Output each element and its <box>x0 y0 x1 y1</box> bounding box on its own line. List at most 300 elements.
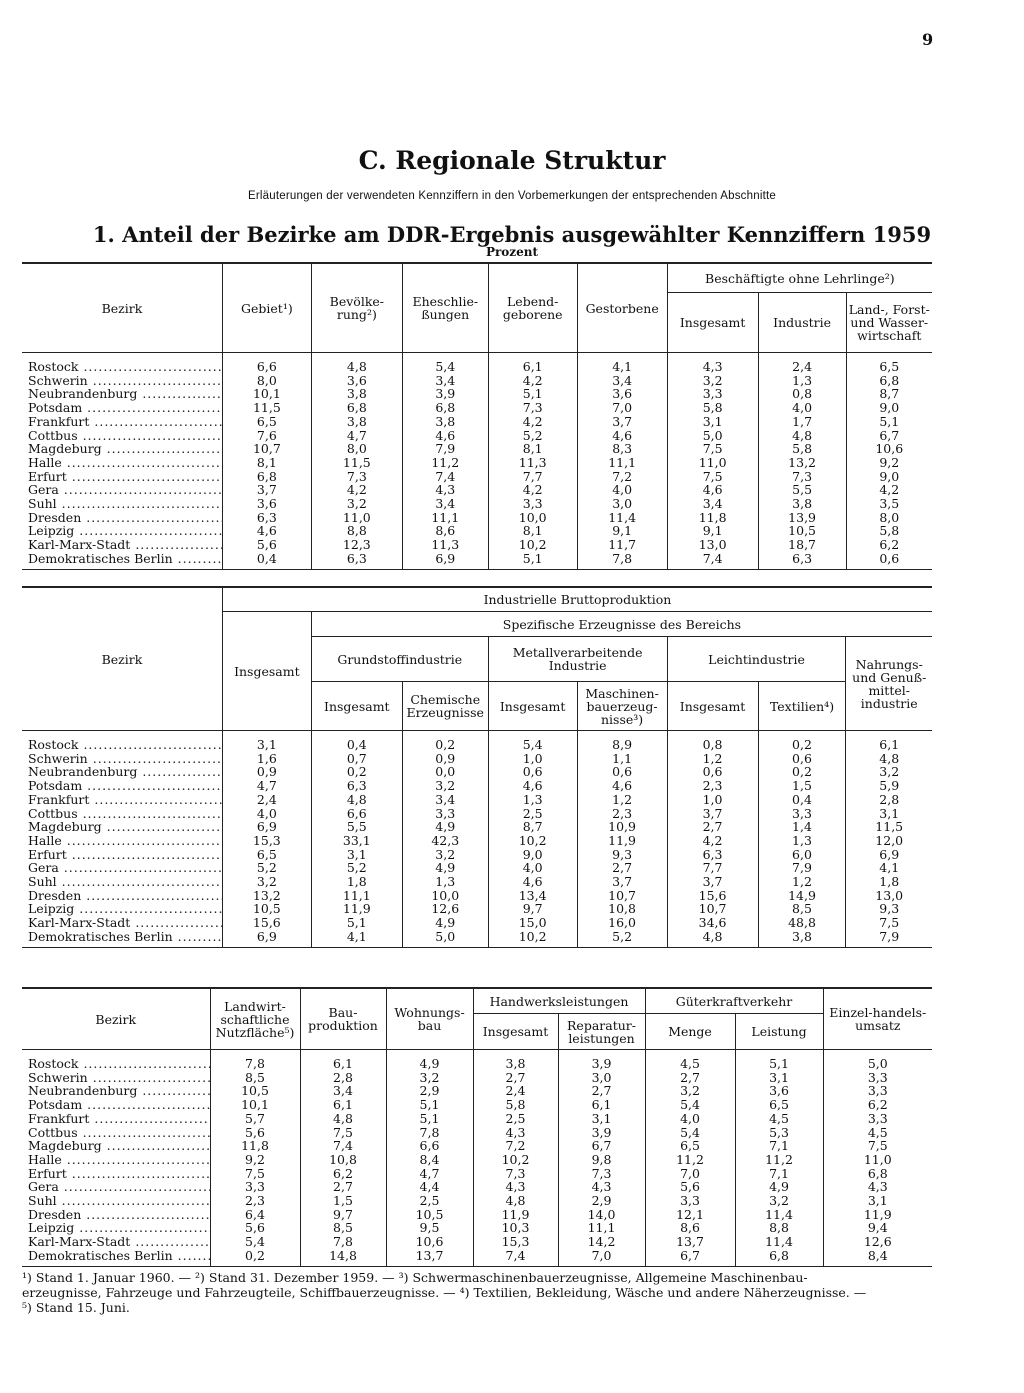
table-cell: 4,8 <box>300 1112 386 1126</box>
bezirk-name: Magdeburg ..... <box>22 820 222 834</box>
table-cell: 13,2 <box>758 456 846 470</box>
table-cell: 11,0 <box>823 1153 932 1167</box>
bezirk-name: Frankfurt ..... <box>22 1112 210 1126</box>
footnotes <box>22 1270 927 1315</box>
table-cell: 0,6 <box>846 552 932 569</box>
table-cell: 5,6 <box>210 1221 300 1235</box>
table-cell: 8,6 <box>402 524 488 538</box>
header-gueterkraftverkehr: Güterkraftverkehr <box>645 988 823 1014</box>
table-cell: 11,1 <box>558 1221 645 1235</box>
table-cell: 4,2 <box>846 483 932 497</box>
table-row <box>22 1071 932 1085</box>
table-cell: 0,6 <box>667 765 758 779</box>
table-cell: 2,7 <box>645 1071 735 1085</box>
table-cell: 2,5 <box>473 1112 558 1126</box>
table-cell: 3,9 <box>402 387 488 401</box>
table-cell: 15,0 <box>488 916 577 930</box>
table-cell: 7,7 <box>488 470 577 484</box>
table-cell: 13,2 <box>222 889 311 903</box>
table-cell: 1,7 <box>758 415 846 429</box>
table-cell: 9,0 <box>846 401 932 415</box>
table-cell: 2,7 <box>300 1180 386 1194</box>
table-cell: 0,2 <box>758 731 846 752</box>
header-maschinenbauerzeugnisse: Maschinen-bauerzeug-nisse³) <box>577 682 667 731</box>
table-cell: 2,7 <box>577 861 667 875</box>
table-cell: 7,9 <box>758 861 846 875</box>
bezirk-name: Potsdam ..... <box>22 1098 210 1112</box>
table-cell: 7,4 <box>473 1249 558 1266</box>
table-cell: 6,1 <box>300 1098 386 1112</box>
table-cell: 6,9 <box>402 552 488 569</box>
bezirk-name: Cottbus ..... <box>22 1126 210 1140</box>
table-cell: 4,2 <box>311 483 402 497</box>
bezirk-name: Schwerin ..... <box>22 1071 210 1085</box>
table-cell: 4,3 <box>667 353 758 374</box>
table-cell: 3,4 <box>402 374 488 388</box>
table-cell: 4,6 <box>222 524 311 538</box>
table-cell: 4,8 <box>846 752 932 766</box>
table-cell: 8,9 <box>577 731 667 752</box>
table-cell: 11,4 <box>577 511 667 525</box>
table-cell: 6,8 <box>222 470 311 484</box>
table-cell: 7,5 <box>210 1167 300 1181</box>
table-cell: 2,9 <box>558 1194 645 1208</box>
header-handwerksleistungen: Handwerksleistungen <box>473 988 645 1014</box>
bezirk-name: Dresden ..... <box>22 511 222 525</box>
table-cell: 4,6 <box>402 429 488 443</box>
header-grundstoff-insgesamt: Insgesamt <box>311 682 402 731</box>
table-cell: 4,3 <box>558 1180 645 1194</box>
bezirk-name: Demokratisches Berlin ..... <box>22 552 222 569</box>
table-cell: 8,1 <box>222 456 311 470</box>
table-cell: 1,3 <box>488 793 577 807</box>
table-cell: 5,1 <box>735 1050 823 1071</box>
table-cell: 9,3 <box>577 848 667 862</box>
table-cell: 2,5 <box>488 807 577 821</box>
table-cell: 4,0 <box>577 483 667 497</box>
table-cell: 7,3 <box>488 401 577 415</box>
table-row <box>22 889 932 903</box>
table-cell: 6,8 <box>823 1167 932 1181</box>
table-row <box>22 442 932 456</box>
table-cell: 10,3 <box>473 1221 558 1235</box>
table-row <box>22 552 932 569</box>
table-cell: 7,5 <box>300 1126 386 1140</box>
table-cell: 3,3 <box>758 807 846 821</box>
bezirk-name: Suhl ..... <box>22 497 222 511</box>
section-title: C. Regionale Struktur <box>358 146 666 175</box>
table-cell: 10,8 <box>300 1153 386 1167</box>
table-cell: 6,7 <box>558 1139 645 1153</box>
table-cell: 9,1 <box>577 524 667 538</box>
table-cell: 6,7 <box>645 1249 735 1266</box>
table-cell: 5,7 <box>210 1112 300 1126</box>
bezirk-name: Neubrandenburg ..... <box>22 1084 210 1098</box>
table-cell: 1,2 <box>667 752 758 766</box>
table-row <box>22 456 932 470</box>
table-cell: 4,9 <box>402 861 488 875</box>
table-cell: 11,5 <box>222 401 311 415</box>
table-cell: 14,2 <box>558 1235 645 1249</box>
bezirk-name: Frankfurt ..... <box>22 415 222 429</box>
table-cell: 6,5 <box>735 1098 823 1112</box>
table-row <box>22 353 932 374</box>
table-cell: 10,2 <box>488 538 577 552</box>
table-cell: 5,6 <box>645 1180 735 1194</box>
table-cell: 5,4 <box>488 731 577 752</box>
table-row <box>22 497 932 511</box>
table-cell: 3,6 <box>577 387 667 401</box>
table-cell: 7,6 <box>222 429 311 443</box>
table-cell: 5,8 <box>758 442 846 456</box>
table-cell: 7,9 <box>402 442 488 456</box>
table-cell: 11,4 <box>735 1235 823 1249</box>
table-cell: 4,6 <box>488 875 577 889</box>
table-row <box>22 752 932 766</box>
table-cell: 15,6 <box>222 916 311 930</box>
table-cell: 3,8 <box>311 415 402 429</box>
table-row <box>22 875 932 889</box>
table-cell: 3,8 <box>311 387 402 401</box>
table-cell: 3,8 <box>758 497 846 511</box>
header-lebendgeborene: Lebend-geborene <box>488 263 577 353</box>
table-cell: 7,3 <box>758 470 846 484</box>
table-cell: 3,8 <box>402 415 488 429</box>
table-cell: 7,2 <box>577 470 667 484</box>
table-cell: 11,2 <box>645 1153 735 1167</box>
table-cell: 0,2 <box>402 731 488 752</box>
bezirk-name: Potsdam ..... <box>22 401 222 415</box>
table-cell: 3,1 <box>311 848 402 862</box>
table-cell: 3,1 <box>667 415 758 429</box>
table-cell: 0,6 <box>577 765 667 779</box>
table-cell: 10,8 <box>577 902 667 916</box>
table-cell: 11,1 <box>311 889 402 903</box>
table-cell: 0,6 <box>758 752 846 766</box>
table-row <box>22 1167 932 1181</box>
table-cell: 12,6 <box>823 1235 932 1249</box>
table-cell: 8,6 <box>645 1221 735 1235</box>
table-cell: 6,8 <box>846 374 932 388</box>
table-cell: 11,1 <box>577 456 667 470</box>
table-cell: 11,2 <box>735 1153 823 1167</box>
table-cell: 5,2 <box>488 429 577 443</box>
table-cell: 10,5 <box>210 1084 300 1098</box>
table-row <box>22 834 932 848</box>
table-cell: 6,3 <box>758 552 846 569</box>
table-row <box>22 820 932 834</box>
table-cell: 18,7 <box>758 538 846 552</box>
table-cell: 0,6 <box>488 765 577 779</box>
table-cell: 4,4 <box>386 1180 473 1194</box>
table-cell: 6,5 <box>222 415 311 429</box>
table-row <box>22 511 932 525</box>
table-cell: 5,1 <box>488 387 577 401</box>
table-cell: 8,0 <box>311 442 402 456</box>
table-cell: 6,7 <box>846 429 932 443</box>
table-cell: 5,6 <box>222 538 311 552</box>
table-cell: 5,0 <box>667 429 758 443</box>
table-cell: 3,9 <box>558 1050 645 1071</box>
table-cell: 6,6 <box>311 807 402 821</box>
table-cell: 8,7 <box>846 387 932 401</box>
table-cell: 5,4 <box>645 1126 735 1140</box>
table-cell: 13,7 <box>645 1235 735 1249</box>
table-cell: 10,2 <box>473 1153 558 1167</box>
table-cell: 6,9 <box>846 848 932 862</box>
table-cell: 4,3 <box>402 483 488 497</box>
table-cell: 42,3 <box>402 834 488 848</box>
table-cell: 11,9 <box>311 902 402 916</box>
table-cell: 3,0 <box>558 1071 645 1085</box>
table-cell: 4,0 <box>222 807 311 821</box>
table-cell: 3,7 <box>667 875 758 889</box>
table-cell: 7,3 <box>311 470 402 484</box>
bezirk-name: Cottbus ..... <box>22 807 222 821</box>
table-cell: 10,7 <box>577 889 667 903</box>
table-cell: 6,1 <box>488 353 577 374</box>
bezirk-name: Halle ..... <box>22 456 222 470</box>
table-cell: 3,2 <box>402 779 488 793</box>
table-cell: 3,7 <box>667 807 758 821</box>
table-cell: 9,3 <box>846 902 932 916</box>
table-cell: 0,9 <box>402 752 488 766</box>
table-cell: 16,0 <box>577 916 667 930</box>
table-cell: 7,9 <box>846 930 932 947</box>
table-cell: 6,8 <box>735 1249 823 1266</box>
table-cell: 2,7 <box>473 1071 558 1085</box>
table-cell: 9,5 <box>386 1221 473 1235</box>
table-row <box>22 483 932 497</box>
table-cell: 10,7 <box>222 442 311 456</box>
table-cell: 8,0 <box>846 511 932 525</box>
bezirk-name: Leipzig ..... <box>22 902 222 916</box>
table-cell: 5,4 <box>402 353 488 374</box>
table-cell: 3,3 <box>823 1112 932 1126</box>
footnote-line: ⁵) Stand 15. Juni. <box>22 1300 130 1315</box>
table-cell: 11,3 <box>402 538 488 552</box>
table-cell: 6,8 <box>402 401 488 415</box>
table-cell: 2,5 <box>386 1194 473 1208</box>
table-cell: 4,9 <box>402 820 488 834</box>
table-cell: 7,4 <box>667 552 758 569</box>
table-cell: 10,6 <box>386 1235 473 1249</box>
header-beschaeftigte-landwirtschaft: Land-, Forst- und Wasser-wirtschaft <box>846 293 932 353</box>
table-cell: 3,1 <box>222 731 311 752</box>
table-cell: 8,1 <box>488 442 577 456</box>
table-cell: 2,4 <box>473 1084 558 1098</box>
table-cell: 5,8 <box>473 1098 558 1112</box>
table-cell: 3,4 <box>402 497 488 511</box>
bezirk-name: Schwerin ..... <box>22 374 222 388</box>
table-row <box>22 930 932 947</box>
header-beschaeftigte-industrie: Industrie <box>758 293 846 353</box>
table-cell: 6,5 <box>846 353 932 374</box>
table-cell: 48,8 <box>758 916 846 930</box>
table-cell: 3,2 <box>667 374 758 388</box>
bezirk-name: Cottbus ..... <box>22 429 222 443</box>
table-cell: 3,3 <box>823 1071 932 1085</box>
table-cell: 0,2 <box>210 1249 300 1266</box>
table-cell: 10,9 <box>577 820 667 834</box>
table-cell: 2,8 <box>846 793 932 807</box>
footnote-line: ¹) Stand 1. Januar 1960. — ²) Stand 31. Dezember 1959. — ³) Schwermaschinenbauerzeugnisse, Allgemeine Maschinenbau- <box>22 1270 808 1285</box>
table-row <box>22 807 932 821</box>
table-row <box>22 1249 932 1266</box>
table-cell: 8,8 <box>311 524 402 538</box>
header-industrielle-bruttoproduktion: Industrielle Bruttoproduktion <box>222 587 932 612</box>
table-cell: 3,6 <box>222 497 311 511</box>
table-cell: 4,7 <box>386 1167 473 1181</box>
table-cell: 4,2 <box>488 415 577 429</box>
table-cell: 6,9 <box>222 820 311 834</box>
bezirk-name: Potsdam ..... <box>22 779 222 793</box>
header-handwerk-insgesamt: Insgesamt <box>473 1014 558 1050</box>
table-cell: 4,2 <box>488 374 577 388</box>
table-cell: 11,7 <box>577 538 667 552</box>
table-cell: 3,3 <box>667 387 758 401</box>
table-row <box>22 538 932 552</box>
table-cell: 3,2 <box>402 848 488 862</box>
table-cell: 3,2 <box>735 1194 823 1208</box>
table-cell: 5,2 <box>577 930 667 947</box>
table-cell: 5,0 <box>402 930 488 947</box>
bezirk-name: Erfurt ..... <box>22 1167 210 1181</box>
table-cell: 5,2 <box>222 861 311 875</box>
bezirk-name: Erfurt ..... <box>22 470 222 484</box>
table-cell: 7,8 <box>300 1235 386 1249</box>
table-cell: 1,0 <box>667 793 758 807</box>
table-cell: 12,3 <box>311 538 402 552</box>
table-cell: 8,5 <box>300 1221 386 1235</box>
table-cell: 3,3 <box>210 1180 300 1194</box>
table-cell: 6,1 <box>846 731 932 752</box>
table-cell: 6,3 <box>667 848 758 862</box>
table-row <box>22 1139 932 1153</box>
table-cell: 8,5 <box>758 902 846 916</box>
bezirk-name: Neubrandenburg ..... <box>22 387 222 401</box>
table-cell: 4,0 <box>488 861 577 875</box>
table-row <box>22 1126 932 1140</box>
table-cell: 14,9 <box>758 889 846 903</box>
header-wohnungsbau: Wohnungs-bau <box>386 988 473 1050</box>
table-cell: 0,4 <box>222 552 311 569</box>
table-cell: 4,8 <box>473 1194 558 1208</box>
table-cell: 2,7 <box>558 1084 645 1098</box>
table-cell: 4,8 <box>311 353 402 374</box>
bezirk-name: Halle ..... <box>22 1153 210 1167</box>
table-cell: 8,5 <box>210 1071 300 1085</box>
table-cell: 10,7 <box>667 902 758 916</box>
table-cell: 3,2 <box>846 765 932 779</box>
table-row <box>22 1098 932 1112</box>
table-cell: 1,5 <box>758 779 846 793</box>
header-eheschliessungen: Eheschlie-ßungen <box>402 263 488 353</box>
table-cell: 2,3 <box>210 1194 300 1208</box>
table-cell: 10,5 <box>758 524 846 538</box>
table-cell: 7,8 <box>386 1126 473 1140</box>
table-cell: 4,3 <box>823 1180 932 1194</box>
table-cell: 7,4 <box>402 470 488 484</box>
page-number: 9 <box>922 30 934 49</box>
table-cell: 6,3 <box>222 511 311 525</box>
table-cell: 5,5 <box>758 483 846 497</box>
table-cell: 11,2 <box>402 456 488 470</box>
table-cell: 1,3 <box>758 834 846 848</box>
table-cell: 6,6 <box>222 353 311 374</box>
table-cell: 7,0 <box>645 1167 735 1181</box>
table-cell: 8,0 <box>222 374 311 388</box>
table-agriculture-trade <box>22 987 932 1267</box>
table-cell: 4,1 <box>577 353 667 374</box>
table-cell: 14,8 <box>300 1249 386 1266</box>
table-cell: 4,6 <box>488 779 577 793</box>
table-cell: 0,2 <box>758 765 846 779</box>
table-row <box>22 861 932 875</box>
table-cell: 3,1 <box>558 1112 645 1126</box>
table-cell: 3,7 <box>577 875 667 889</box>
table-cell: 3,4 <box>667 497 758 511</box>
bezirk-name: Rostock ..... <box>22 353 222 374</box>
table-row <box>22 524 932 538</box>
table-cell: 0,7 <box>311 752 402 766</box>
table-cell: 10,0 <box>402 889 488 903</box>
bezirk-name: Rostock ..... <box>22 1050 210 1071</box>
table-cell: 7,8 <box>577 552 667 569</box>
header-metall-insgesamt: Insgesamt <box>488 682 577 731</box>
header-menge: Menge <box>645 1014 735 1050</box>
bezirk-name: Karl-Marx-Stadt ..... <box>22 1235 210 1249</box>
table-cell: 5,4 <box>645 1098 735 1112</box>
table-cell: 5,1 <box>386 1112 473 1126</box>
table-row <box>22 1084 932 1098</box>
table-cell: 5,3 <box>735 1126 823 1140</box>
table-row <box>22 401 932 415</box>
bezirk-name: Demokratisches Berlin ..... <box>22 1249 210 1266</box>
table-row <box>22 374 932 388</box>
bezirk-name: Leipzig ..... <box>22 1221 210 1235</box>
table-cell: 5,0 <box>823 1050 932 1071</box>
table-cell: 1,4 <box>758 820 846 834</box>
table-cell: 7,0 <box>577 401 667 415</box>
header-einzelhandelsumsatz: Einzel-handels-umsatz <box>823 988 932 1050</box>
table-cell: 12,1 <box>645 1208 735 1222</box>
table-cell: 2,8 <box>300 1071 386 1085</box>
table-cell: 0,4 <box>311 731 402 752</box>
table-cell: 4,8 <box>667 930 758 947</box>
table-cell: 3,3 <box>823 1084 932 1098</box>
table-cell: 7,4 <box>300 1139 386 1153</box>
table-cell: 0,0 <box>402 765 488 779</box>
table-row <box>22 1221 932 1235</box>
table-cell: 7,7 <box>667 861 758 875</box>
table-cell: 5,6 <box>210 1126 300 1140</box>
header-bezirk: Bezirk <box>22 263 222 353</box>
table-cell: 1,0 <box>488 752 577 766</box>
table-cell: 15,3 <box>473 1235 558 1249</box>
bezirk-name: Suhl ..... <box>22 1194 210 1208</box>
table-cell: 11,9 <box>577 834 667 848</box>
table-cell: 10,2 <box>488 834 577 848</box>
table-cell: 6,9 <box>222 930 311 947</box>
bezirk-name: Gera ..... <box>22 861 222 875</box>
table-cell: 4,3 <box>473 1126 558 1140</box>
header-bezirk: Bezirk <box>22 587 222 731</box>
table-title: 1. Anteil der Bezirke am DDR-Ergebnis ausgewählter Kennziffern 1959 <box>92 222 932 247</box>
bezirk-name: Neubrandenburg ..... <box>22 765 222 779</box>
table-row <box>22 1050 932 1071</box>
table-cell: 9,8 <box>558 1153 645 1167</box>
